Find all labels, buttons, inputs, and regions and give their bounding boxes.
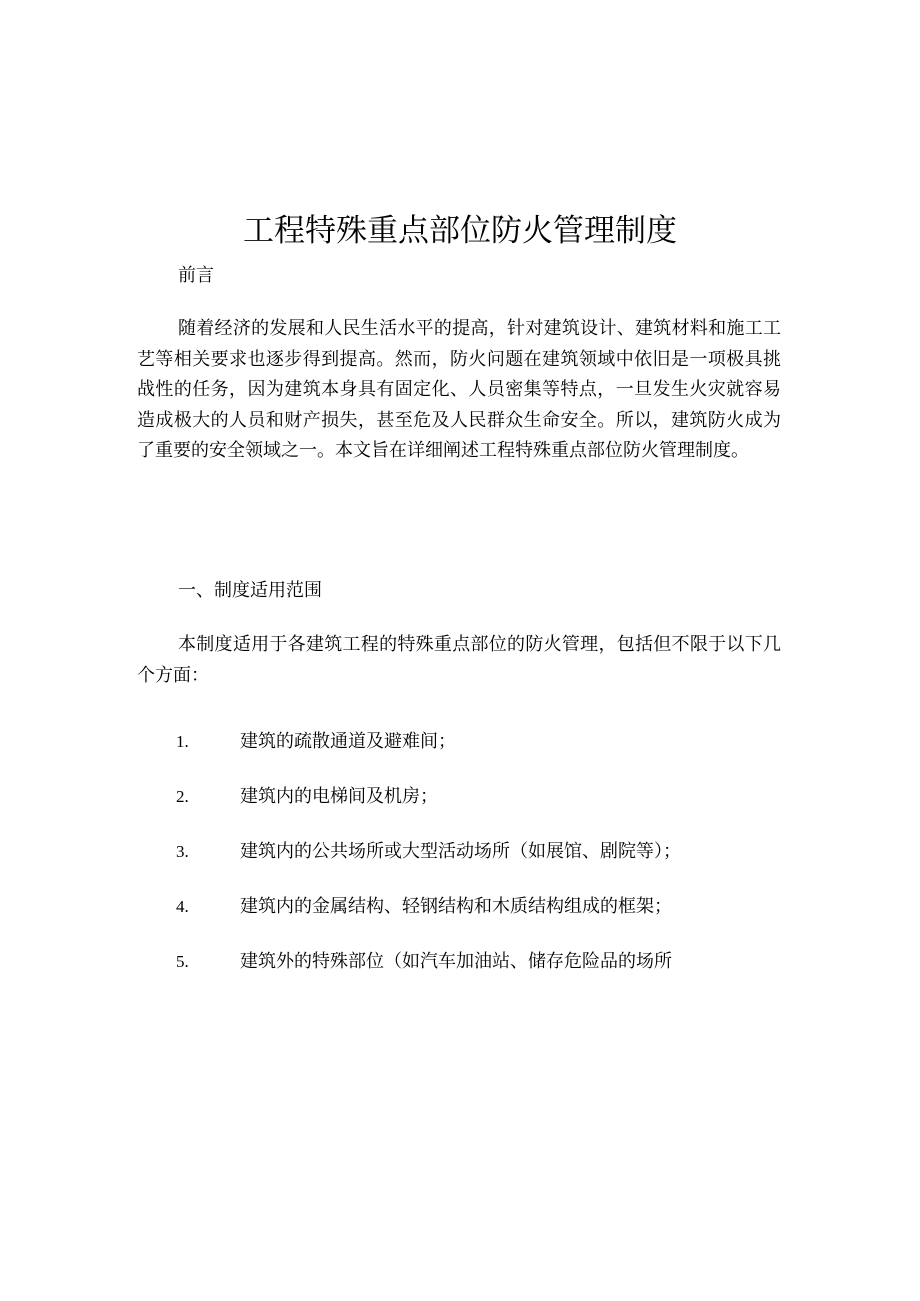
list-item-text: 建筑内的公共场所或大型活动场所（如展馆、剧院等）； bbox=[240, 841, 681, 862]
list-item-text: 建筑外的特殊部位（如汽车加油站、储存危险品的场所 bbox=[240, 951, 672, 972]
list-item-text: 建筑内的电梯间及机房； bbox=[240, 786, 438, 807]
list-item-number: 1. bbox=[176, 732, 189, 751]
preface-paragraph: 随着经济的发展和人民生活水平的提高，针对建筑设计、建筑材料和施工工艺等相关要求也逐步得到提高。然而，防火问题在建筑领域中依旧是一项极具挑战性的任务，因为建筑本身具有固定化、人员密集等特点，一旦发生火灾就容易造成极大的人员和财产损失，甚至危及人民群众生命安全。所以，建筑防火成为了重要的安全领域之一。本文旨在详细阐述工程特殊重点部位防火管理制度。 bbox=[137, 318, 781, 461]
section-heading-scope: 一、制度适用范围 bbox=[178, 580, 322, 601]
list-item-text: 建筑内的金属结构、轻钢结构和木质结构组成的框架； bbox=[240, 896, 672, 917]
preface-heading: 前言 bbox=[178, 265, 214, 286]
scope-paragraph: 本制度适用于各建筑工程的特殊重点部位的防火管理，包括但不限于以下几个方面： bbox=[137, 634, 781, 686]
list-item-number: 2. bbox=[176, 787, 189, 806]
list-item-number: 4. bbox=[176, 897, 189, 916]
list-item-text: 建筑的疏散通道及避难间； bbox=[240, 731, 456, 752]
list-item-number: 5. bbox=[176, 952, 189, 971]
list-item-number: 3. bbox=[176, 842, 189, 861]
document-title: 工程特殊重点部位防火管理制度 bbox=[243, 213, 677, 249]
